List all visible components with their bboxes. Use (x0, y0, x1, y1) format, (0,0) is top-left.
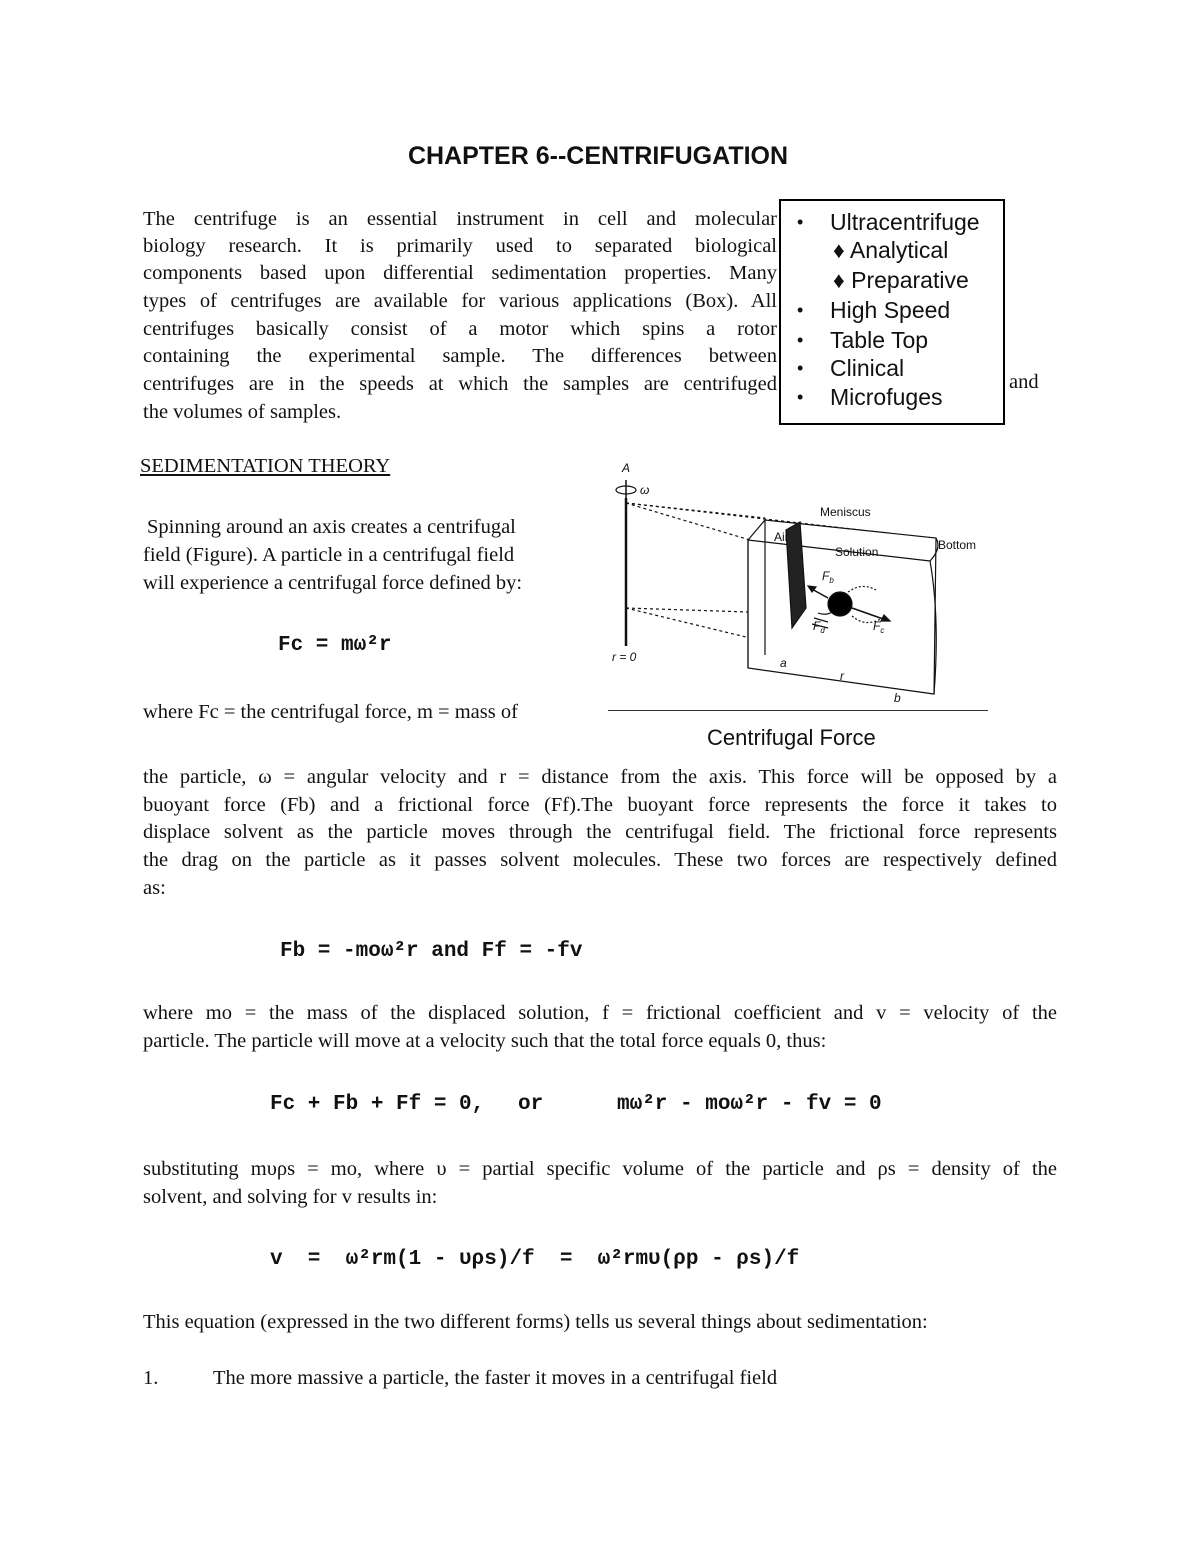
list-item: The more massive a particle, the faster it moves in a centrifugal field (213, 1367, 778, 1389)
centrifugal-force-figure (600, 458, 1000, 708)
intro-line: containing the experimental sample. The differences between (143, 345, 777, 367)
sedimentation-line: field (Figure). A particle in a centrifugal field (143, 544, 515, 566)
equation-total-force: Fc + Fb + Ff = 0, (270, 1093, 485, 1116)
equation-text: Fc = mω²r (278, 634, 392, 657)
intro-line: centrifuges are in the speeds at which the samples are centrifuged (143, 373, 777, 395)
bottom-label: Bottom (938, 538, 977, 552)
equation-total-force-expanded: mω²r - moω²r - fv = 0 (617, 1093, 882, 1116)
box-item-label: Analytical (849, 237, 949, 263)
equation-velocity: v = ω²rm(1 - υρs)/f = ω²rmυ(ρp - ρs)/f (270, 1248, 800, 1271)
where-line: where Fc = the centrifugal force, m = mass of (143, 701, 518, 723)
fd-label: $F_d$ (813, 619, 825, 635)
body-line: This equation (expressed in the two different forms) tells us several things about sedimentation: (143, 1311, 928, 1333)
fc-label: $F_c$ (873, 619, 885, 635)
intro-line: The centrifuge is an essential instrument in cell and molecular (143, 208, 777, 230)
page-title: CHAPTER 6--CENTRIFUGATION (407, 142, 789, 170)
equation-centrifugal-force (278, 634, 391, 657)
intro-line: the volumes of samples. (143, 401, 342, 423)
intro-line: types of centrifuges are available for various applications (Box). All (143, 290, 777, 312)
body-line: where mo = the mass of the displaced solution, f = frictional coefficient and v = velocity of the (143, 1002, 1057, 1024)
air-label: Air (774, 530, 789, 544)
section-heading: SEDIMENTATION THEORY (140, 455, 391, 477)
bullet-icon: • (797, 358, 804, 378)
intro-line: centrifuges basically consist of a motor which spins a rotor (143, 318, 777, 340)
intro-line: components based upon differential sedimentation properties. Many (143, 262, 777, 284)
box-item-label: Microfuges (830, 384, 943, 410)
equation-buoyant-frictional: Fb = -moω²r and Ff = -fv (280, 940, 583, 963)
fb-label: $F_b$ (822, 569, 834, 585)
body-line: solvent, and solving for v results in: (143, 1186, 438, 1208)
diamond-icon: ♦ (833, 237, 845, 263)
sedimentation-line: Spinning around an axis creates a centrifugal (147, 516, 516, 538)
body-line: particle. The particle will move at a velocity such that the total force equals 0, thus: (143, 1030, 827, 1052)
figure-divider (608, 710, 988, 711)
box-item-label: Table Top (830, 327, 929, 353)
figure-caption: Centrifugal Force (707, 725, 876, 750)
equation-or: or (518, 1093, 544, 1116)
bullet-icon: • (797, 212, 804, 232)
r-label: r (840, 669, 844, 683)
box-item-label: Preparative (851, 267, 969, 293)
meniscus-label: Meniscus (820, 505, 871, 519)
box-item-label: Ultracentrifuge (830, 209, 980, 235)
centrifuge-types-box (779, 199, 1005, 425)
body-line: displace solvent as the particle moves through the centrifugal field. The frictional force represents (143, 821, 1057, 843)
sedimentation-line: will experience a centrifugal force defined by: (143, 572, 523, 594)
bullet-icon: • (797, 300, 804, 320)
body-line: as: (143, 877, 166, 899)
box-item-label: High Speed (830, 297, 951, 323)
list-number: 1. (143, 1367, 159, 1389)
box-item-label: Clinical (830, 355, 905, 381)
body-line: substituting mυρs = mo, where υ = partial specific volume of the particle and ρs = density of the (143, 1158, 1057, 1180)
body-line: buoyant force (Fb) and a frictional force (Ff).The buoyant force represents the force it takes to (143, 794, 1057, 816)
body-line: the particle, ω = angular velocity and r = distance from the axis. This force will be opposed by a (143, 766, 1057, 788)
bullet-icon: • (797, 330, 804, 350)
omega-label: ω (640, 483, 650, 497)
bullet-icon: • (797, 387, 804, 407)
a-label: a (780, 656, 787, 670)
axis-label: A (622, 461, 631, 475)
b-label: b (894, 691, 901, 705)
solution-label: Solution (835, 545, 879, 559)
intro-trailing-word: and (1009, 371, 1039, 393)
r0-label: r = 0 (612, 650, 637, 664)
body-line: the drag on the particle as it passes solvent molecules. These two forces are respectively defined (143, 849, 1057, 871)
diamond-icon: ♦ (833, 267, 845, 293)
intro-line: biology research. It is primarily used to separated biological (143, 235, 777, 257)
